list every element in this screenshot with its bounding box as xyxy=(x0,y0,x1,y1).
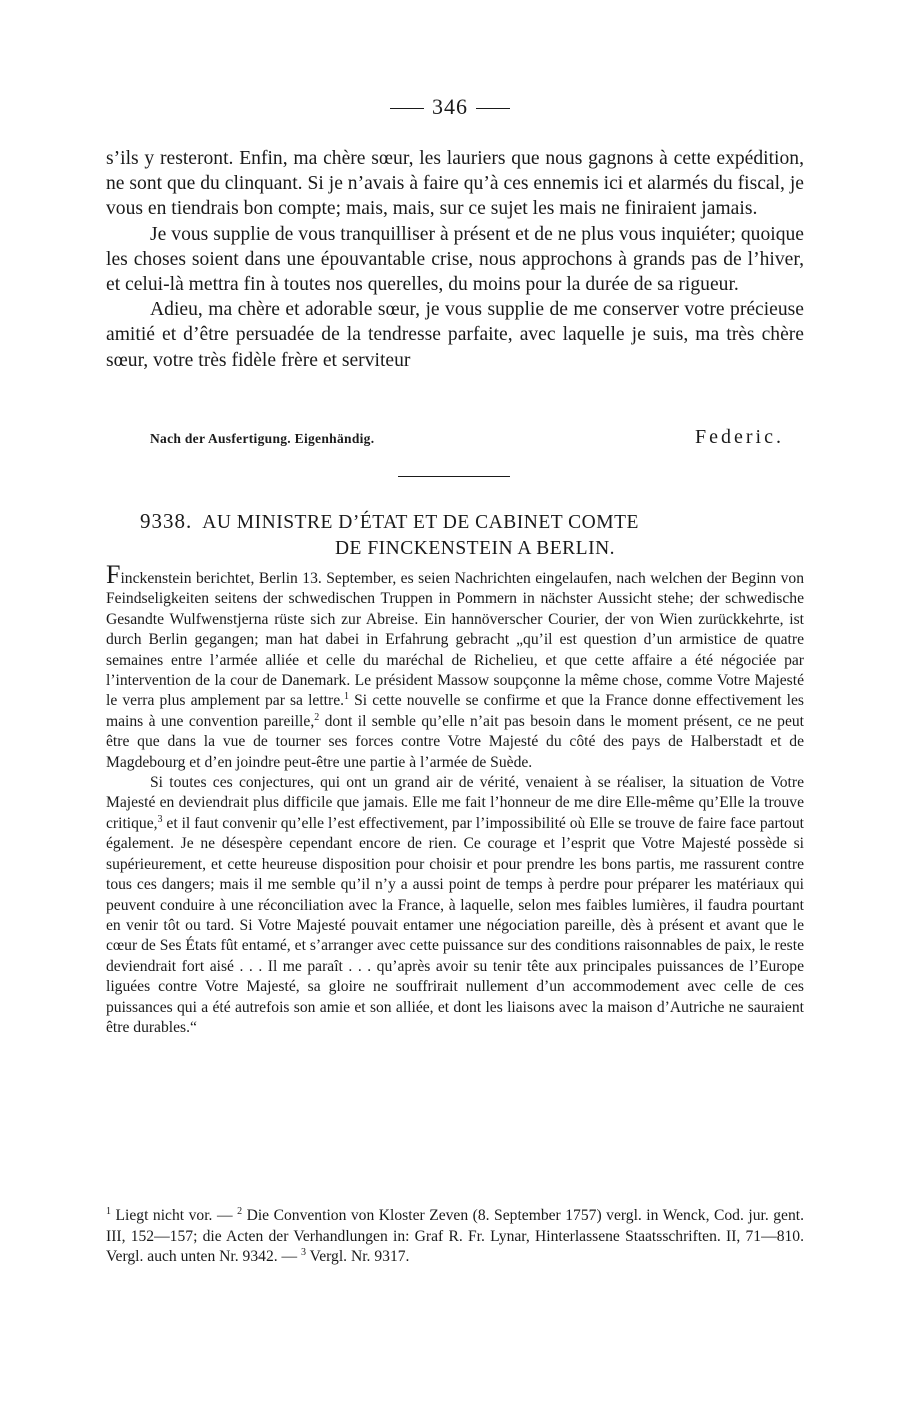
report-summary xyxy=(106,560,805,1038)
report-text: Si toutes ces conjectures, qui ont un grand air de vérité, venaient à se réaliser, la situation de Votre Majesté en deviendrait plus difficile que jamais. Elle me fait l’honneur de me dire Elle-même qu’Elle la trouve critique, xyxy=(106,774,804,832)
footnote-mark: 3 xyxy=(301,1247,307,1258)
report-paragraph xyxy=(106,560,805,773)
footnote-paragraph xyxy=(106,1206,804,1268)
report-paragraph xyxy=(106,773,804,1038)
footnote-ref: 2 xyxy=(314,711,320,723)
letter-paragraph: s’ils y resteront. Enfin, ma chère sœur, les lauriers que nous gagnons à cette expédition, ne sont que du clinquant. Si je n’avais à faire qu’à ces ennemis ici et alarmés du fiscal, je vous en tiendrais bon compte; mais, mais, sur ce sujet les mais ne finiraient jamais. xyxy=(106,148,804,220)
footnote-mark: 1 xyxy=(106,1205,111,1217)
source-note: Nach der Ausfertigung. Eigenhändig. xyxy=(150,431,375,446)
heading-line-2: DE FINCKENSTEIN A BERLIN. xyxy=(334,538,616,559)
page-number xyxy=(0,94,900,120)
page-number-dash-right xyxy=(476,108,510,109)
footnote-text: Vergl. Nr. 9317. xyxy=(306,1248,410,1266)
report-text: inckenstein berichtet, Berlin 13. September, es seien Nachrichten eingelaufen, nach welchen der Beginn von Feindseligkeiten seitens der schwedischen Truppen in Pommern in nächster Aussicht stehe; der schwedische Gesandte Wulfwenstjerna rüste sich zur Abreise. Ein hannöverscher Courier, der von Wien zurückkehrte, ist durch Berlin gegangen; man hat dabei in Erfahrung gebracht „qu’il est question d’un armistice de quatre semaines entre l’armée alliée et celle du maréchal de Richelieu, et que cette affaire a été négociée par l’intervention de la cour de Danemark. Le président Massow soupçonne la même chose, comme Votre Majesté le verra plus amplement par sa lettre. xyxy=(106,570,804,710)
document-number: 9338. xyxy=(140,509,193,533)
report-text: Si cette nouvelle se confirme et que la France donne effectivement les mains à une convention pareille, xyxy=(106,692,805,730)
letter-paragraph: Adieu, ma chère et adorable sœur, je vous supplie de me conserver votre précieuse amitié et d’être persuadée de la tendresse parfaite, avec laquelle je suis, ma très chère sœur, votre très fidèle frère et serviteur xyxy=(106,299,804,371)
footnote-ref: 1 xyxy=(344,691,350,703)
report-text: et il faut convenir qu’elle l’est effectivement, par l’impossibilité où Elle se trouve de faire face partout également. Je ne désespère cependant encore de rien. Ce courage et l’esprit que Votre Majesté possède si supérieurement, et cette heureuse disposition pour choisir et pour prendre les bons partis, me rassurent contre tous ces dangers; mais il me semble qu’il n’y a aussi point de temps à perdre pour préparer les matériaux qui peuvent conduire à une réconciliation avec la France, à laquelle, selon mes faibles lumières, il faudra pourtant en venir tôt ou tard. Si Votre Majesté pouvait entamer une négociation pareille, dès à présent et avant que le cœur de Ses États fût entamé, et s’arranger avec cette puissance sur des conditions raisonnables de paix, le reste deviendrait fort aisé . . . Il me paraît . . . qu’après avoir su tenir tête aux principales puissances de l’Europe liguées contre Votre Majesté, sa gloire ne souffrirait nullement d’un accommodement avec celle de ces puissances qui a été autrefois son amie et son alliée, et dont les liaisons avec la maison d’Autriche ne sauraient être durables.“ xyxy=(106,814,804,1036)
signature: Federic. xyxy=(695,426,784,448)
footnote-mark: 2 xyxy=(237,1205,243,1217)
drop-cap: F xyxy=(106,560,121,589)
footnotes xyxy=(106,1206,804,1268)
document-heading xyxy=(140,508,780,562)
letter-paragraph: Je vous supplie de vous tranquilliser à présent et de ne plus vous inquiéter; quoique les choses soient dans une épouvantable crise, nous approchons à grands pas de l’hiver, et celui-là mettra fin à toutes nos querelles, du moins pour la durée de sa rigueur. xyxy=(106,223,804,296)
letter-continuation xyxy=(106,146,804,373)
section-separator xyxy=(398,476,510,477)
page-number-text: 346 xyxy=(432,94,468,119)
footnote-text: Liegt nicht vor. — xyxy=(111,1207,238,1224)
page-number-dash-left xyxy=(390,108,424,109)
letter-closing xyxy=(150,426,784,449)
report-text: dont il semble qu’elle n’ait pas besoin dans le moment présent, ce ne peut être que dans la vue de tourner ses forces contre Votre Majesté du côté des pays de Halberstadt et de Magdebourg et d’en joindre peut-être une partie à l’armée de Suède. xyxy=(106,712,804,771)
footnote-ref: 3 xyxy=(157,813,163,825)
footnote-text: Die Convention von Kloster Zeven (8. September 1757) vergl. in Wenck, Cod. jur. gent. III, 152—157; die Acten der Verhandlungen in: Graf R. Fr. Lynar, Hinterlassene Staatsschriften. II, 71—810. Vergl. auch unten Nr. 9342. — xyxy=(106,1207,804,1266)
heading-line-1: AU MINISTRE D’ÉTAT ET DE CABINET COMTE xyxy=(202,512,639,533)
